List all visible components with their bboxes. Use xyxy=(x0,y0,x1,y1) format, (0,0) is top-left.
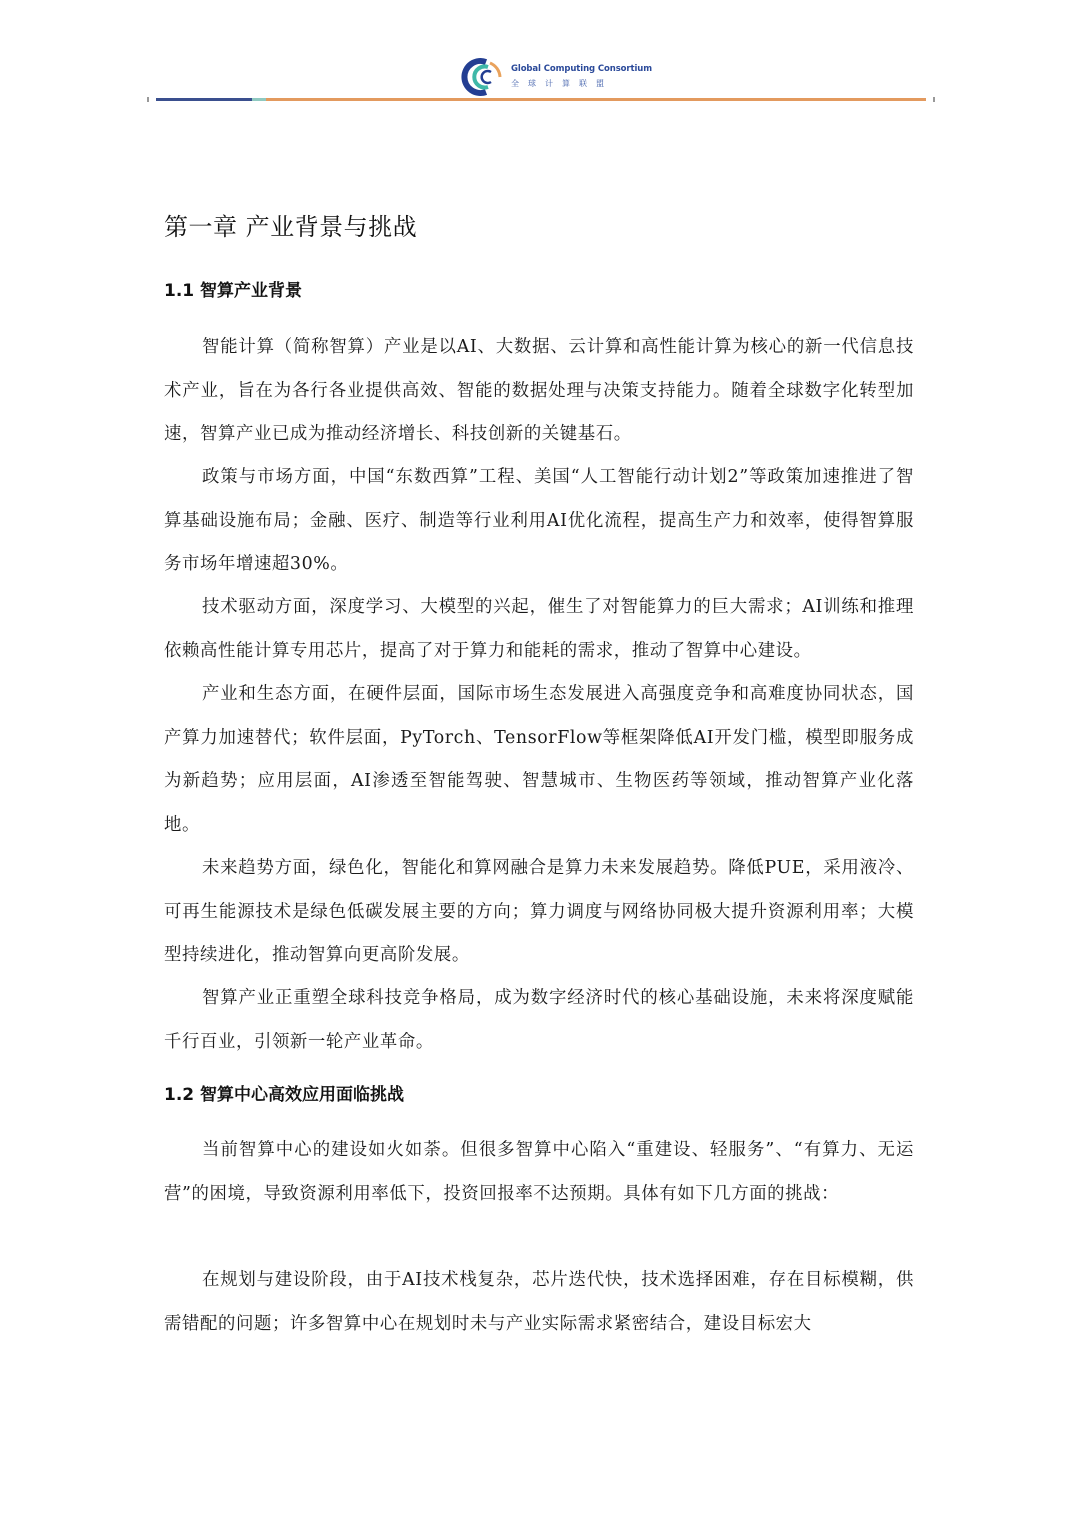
gcc-logo-icon xyxy=(460,58,506,96)
section-heading-1-2: 1.2 智算中心高效应用面临挑战 xyxy=(164,1085,405,1105)
header-rule-tick-left xyxy=(147,97,149,102)
section-heading-1-1: 1.1 智算产业背景 xyxy=(164,281,303,301)
chapter-title: 第一章 产业背景与挑战 xyxy=(164,213,418,241)
header-rule-teal xyxy=(252,98,266,101)
paragraph: 未来趋势方面，绿色化，智能化和算网融合是算力未来发展趋势。降低PUE，采用液冷、可再生能源技术是绿色低碳发展主要的方向；算力调度与网络协同极大提升资源利用率；大模型持续进化，推动智算向更高阶发展。 xyxy=(164,858,914,965)
header-rule-navy xyxy=(156,98,252,101)
paragraph: 智能计算（简称智算）产业是以AI、大数据、云计算和高性能计算为核心的新一代信息技术产业，旨在为各行各业提供高效、智能的数据处理与决策支持能力。随着全球数字化转型加速，智算产业已成为推动经济增长、科技创新的关键基石。 xyxy=(164,337,914,444)
header-rule-tick-right xyxy=(933,97,935,102)
paragraph: 政策与市场方面，中国“东数西算”工程、美国“人工智能行动计划2”等政策加速推进了智算基础设施布局；金融、医疗、制造等行业利用AI优化流程，提高生产力和效率，使得智算服务市场年增速超30%。 xyxy=(164,467,914,574)
header-rule-orange xyxy=(266,98,926,101)
paragraph: 当前智算中心的建设如火如荼。但很多智算中心陷入“重建设、轻服务”、“有算力、无运营”的困境，导致资源利用率低下，投资回报率不达预期。具体有如下几方面的挑战： xyxy=(164,1140,914,1204)
page-header xyxy=(0,0,1080,110)
logo-text-english: Global Computing Consortium xyxy=(511,64,652,74)
logo-text-chinese: 全球计算联盟 xyxy=(511,79,613,88)
paragraph: 产业和生态方面，在硬件层面，国际市场生态发展进入高强度竞争和高难度协同状态，国产算力加速替代；软件层面，PyTorch、TensorFlow等框架降低AI开发门槛，模型即服务成为新趋势；应用层面，AI渗透至智能驾驶、智慧城市、生物医药等领域，推动智算产业化落地。 xyxy=(164,684,914,835)
paragraph: 在规划与建设阶段，由于AI技术栈复杂，芯片迭代快，技术选择困难，存在目标模糊，供需错配的问题；许多智算中心在规划时未与产业实际需求紧密结合，建设目标宏大 xyxy=(164,1270,914,1334)
paragraph: 技术驱动方面，深度学习、大模型的兴起，催生了对智能算力的巨大需求；AI训练和推理依赖高性能计算专用芯片，提高了对于算力和能耗的需求，推动了智算中心建设。 xyxy=(164,597,914,661)
paragraph: 智算产业正重塑全球科技竞争格局，成为数字经济时代的核心基础设施，未来将深度赋能千行百业，引领新一轮产业革命。 xyxy=(164,988,914,1052)
